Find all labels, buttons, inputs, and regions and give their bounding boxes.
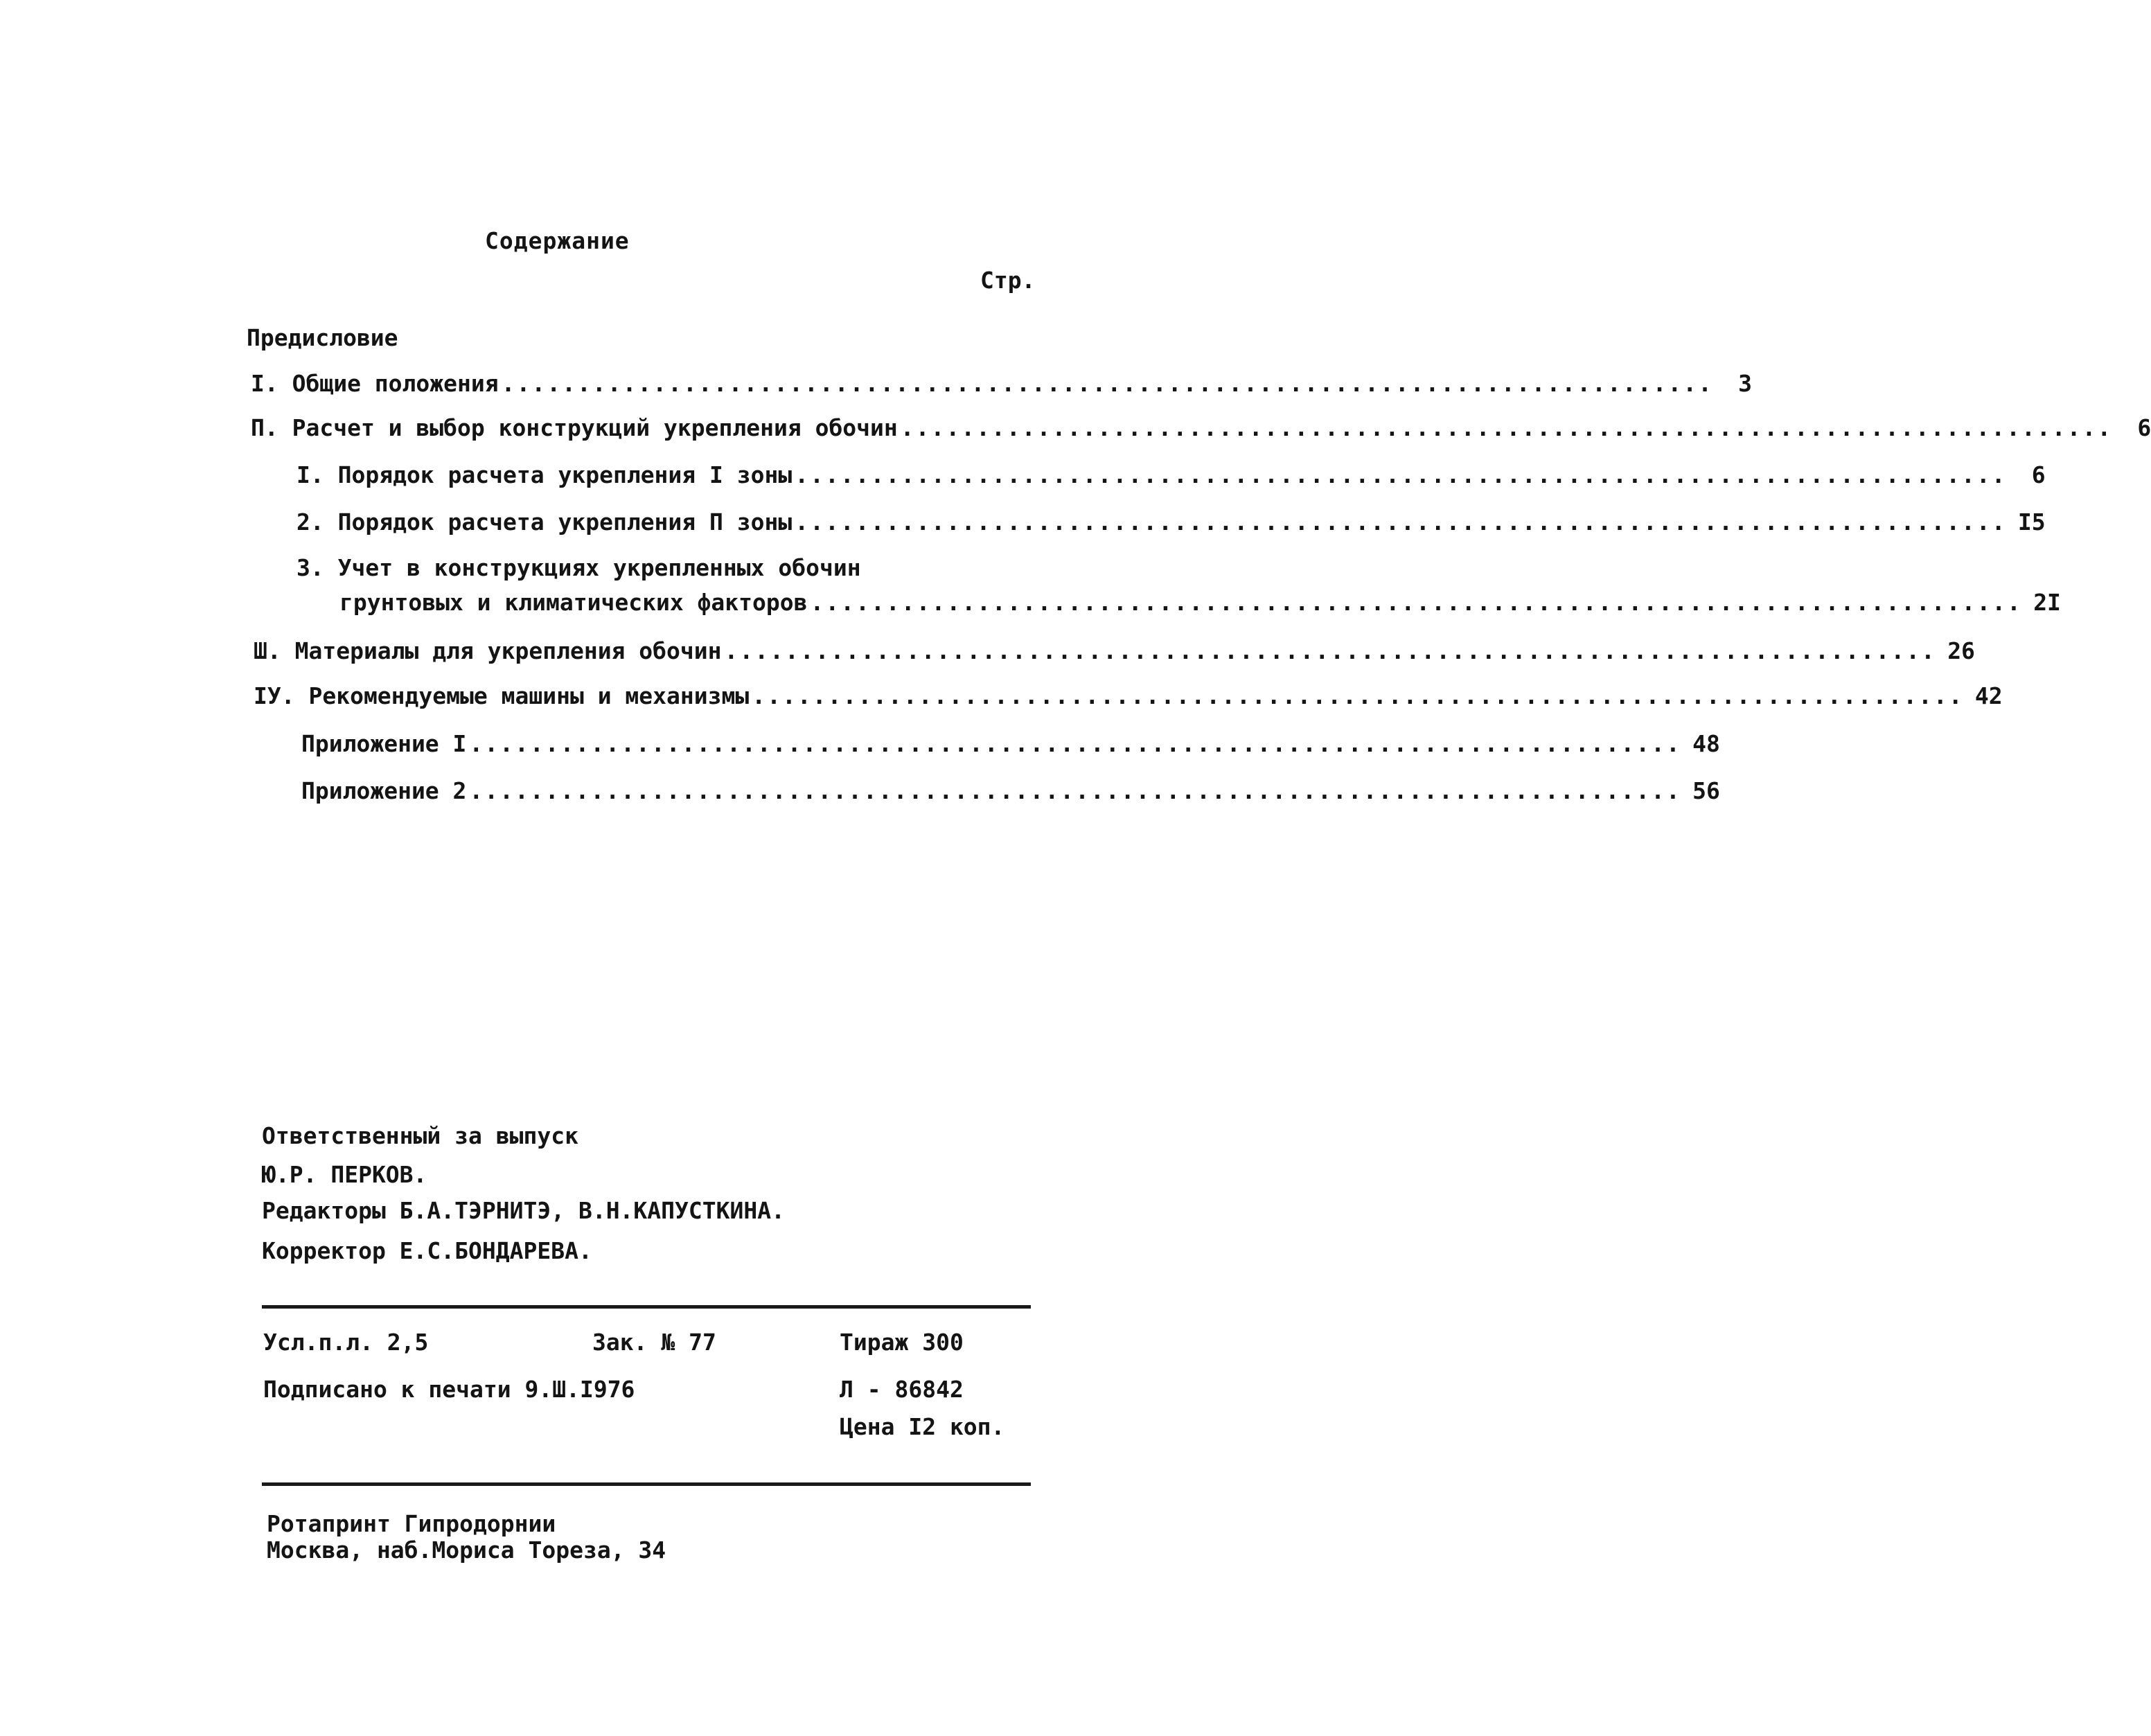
dot-leader: ................................................................................: [810, 589, 2022, 616]
toc-entry-text: П. Расчет и выбор конструкций укрепления обочин: [251, 414, 898, 441]
toc-entry-page: 56: [1692, 777, 1720, 804]
toc-entry-text: Приложение I: [301, 730, 467, 757]
toc-entry-page: 6: [2137, 414, 2151, 441]
divider-rule: [262, 1305, 1031, 1309]
toc-entry: [339, 589, 2061, 616]
imprint-sheets: Усл.п.л. 2,5: [263, 1329, 429, 1356]
toc-entry-text: 2. Порядок расчета укрепления П зоны: [296, 508, 793, 535]
toc-entry-text: Приложение 2: [301, 777, 467, 804]
toc-entry-page: 48: [1692, 730, 1720, 757]
dot-leader: ................................................................................: [724, 637, 1936, 664]
dot-leader: ................................................................................: [900, 414, 2113, 441]
toc-entry: [251, 370, 1753, 397]
imprint-signed: Подписано к печати 9.Ш.I976: [263, 1376, 635, 1403]
editors-line: Редакторы Б.А.ТЭРНИТЭ, В.Н.КАПУСТКИНА.: [262, 1197, 785, 1224]
toc-entry-page: 6: [2031, 461, 2046, 488]
dot-leader: ................................................................................: [469, 777, 1681, 804]
toc-entry-text: IУ. Рекомендуемые машины и механизмы: [254, 682, 750, 709]
responsible-label: Ответственный за выпуск: [262, 1122, 578, 1149]
toc-entry-text: Ш. Материалы для укрепления обочин: [254, 637, 722, 664]
divider-rule: [262, 1482, 1031, 1486]
toc-entry: [301, 730, 1720, 757]
page-column-label: Стр.: [980, 267, 1036, 294]
dot-leader: ................................................................................: [752, 682, 1964, 709]
toc-entry-text-line1: 3. Учет в конструкциях укрепленных обочин: [296, 554, 861, 581]
printer-address: Москва, наб.Мориса Тореза, 34: [267, 1536, 666, 1564]
toc-entry: [254, 682, 2003, 709]
toc-entry: [251, 414, 2151, 441]
dot-leader: ................................................................................: [795, 508, 2007, 535]
printer-name: Ротапринт Гипродорнии: [267, 1510, 556, 1537]
dot-leader: ................................................................................: [469, 730, 1681, 757]
toc-entry: [301, 777, 1720, 804]
toc-title: Содержание: [485, 227, 630, 254]
toc-entry: [254, 637, 1975, 664]
toc-entry-page: 2I: [2033, 589, 2061, 616]
corrector-line: Корректор Е.С.БОНДАРЕВА.: [262, 1237, 592, 1264]
toc-entry: [296, 461, 2046, 488]
toc-entry: [296, 508, 2046, 535]
toc-entry-page: 42: [1974, 682, 2003, 709]
imprint-price: Цена I2 коп.: [840, 1413, 1005, 1440]
toc-entry-text: грунтовых и климатических факторов: [339, 589, 808, 616]
dot-leader: ................................................................................: [501, 370, 1714, 397]
toc-entry-page: 3: [1738, 370, 1753, 397]
imprint-license: Л - 86842: [840, 1376, 964, 1403]
responsible-name: Ю.Р. ПЕРКОВ.: [262, 1161, 427, 1188]
imprint-order: Зак. № 77: [592, 1329, 716, 1356]
toc-entry-text: I. Общие положения: [251, 370, 499, 397]
toc-preface: Предисловие: [247, 324, 398, 351]
toc-entry-text: I. Порядок расчета укрепления I зоны: [296, 461, 793, 488]
imprint-print-run: Тираж 300: [840, 1329, 964, 1356]
toc-entry-page: 26: [1947, 637, 1975, 664]
toc-entry-page: I5: [2017, 508, 2046, 535]
dot-leader: ................................................................................: [795, 461, 2007, 488]
